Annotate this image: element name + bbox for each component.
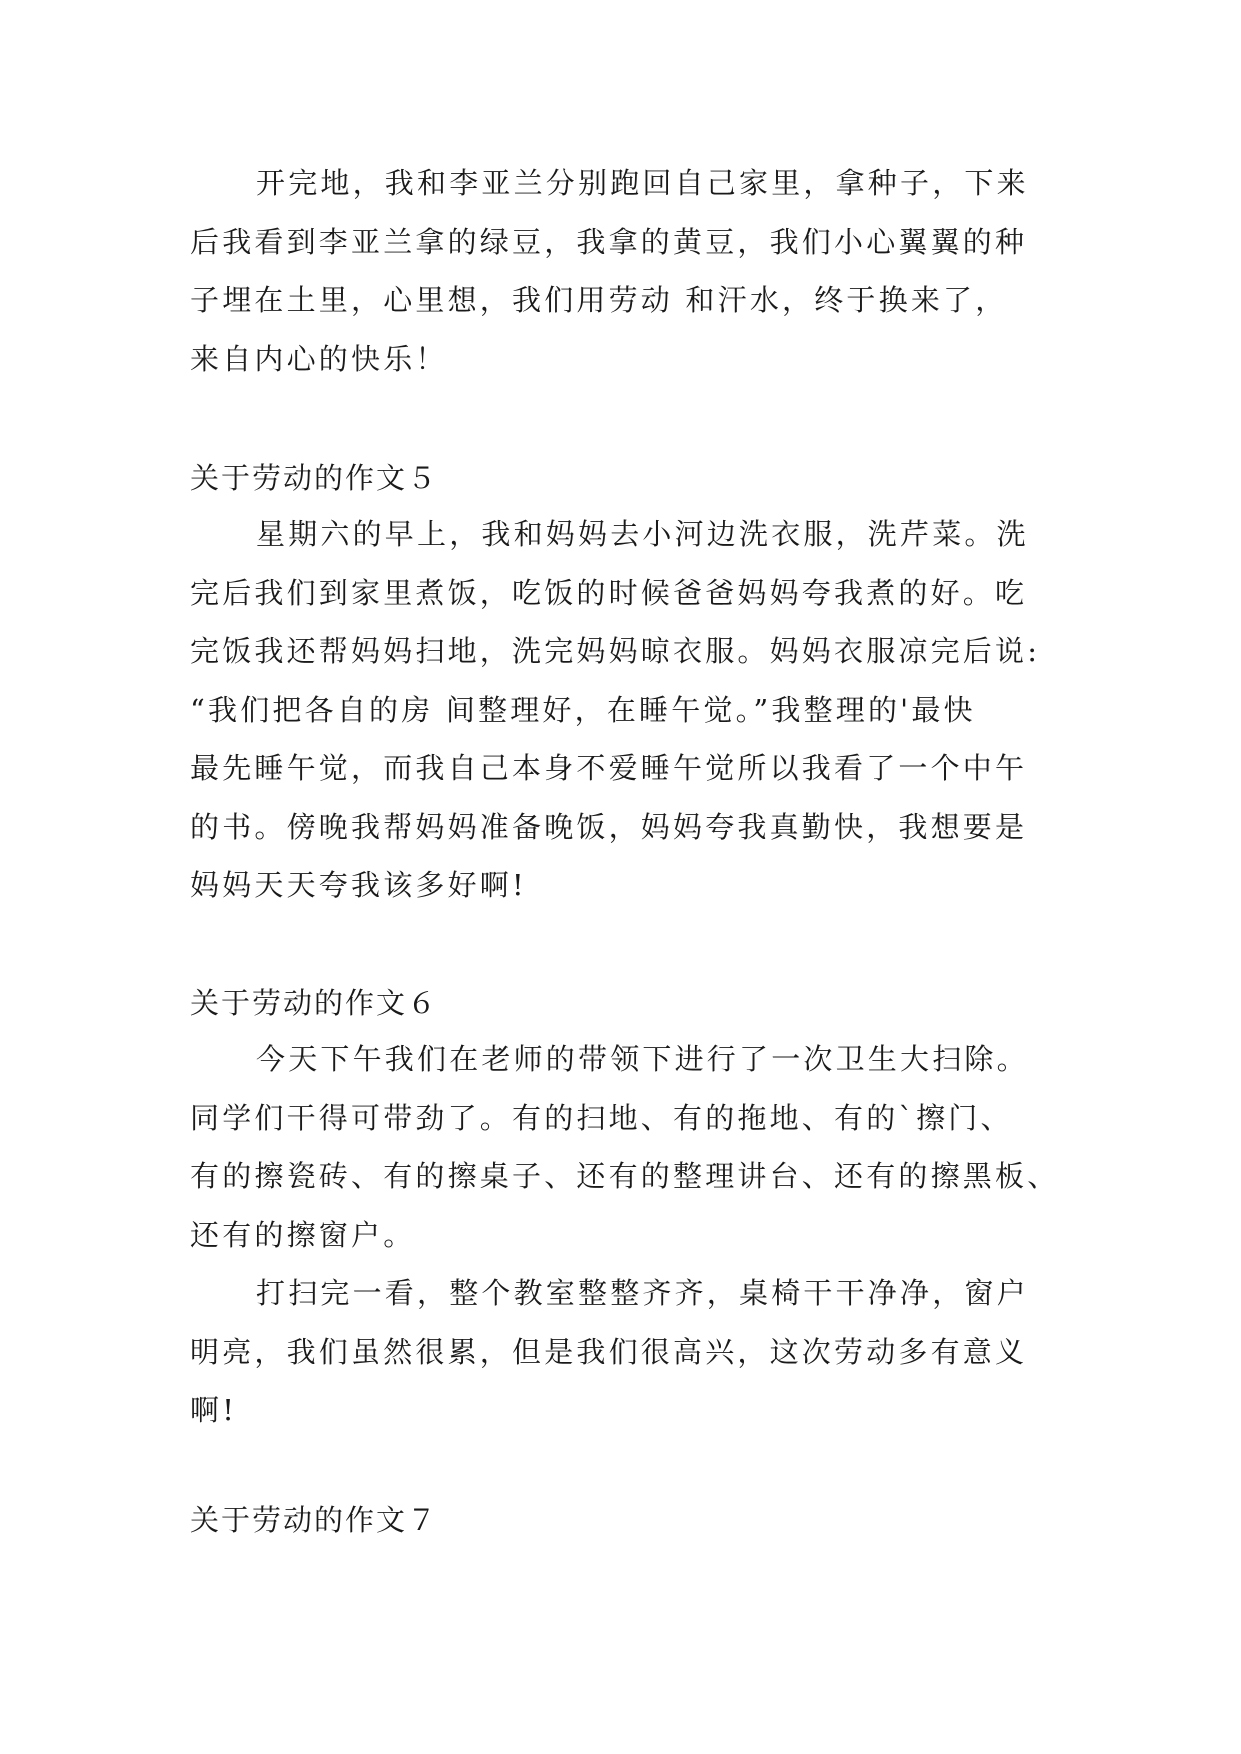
- text-line: 完饭我还帮妈妈扫地，洗完妈妈晾衣服。妈妈衣服凉完后说:: [190, 634, 1041, 668]
- text-line: 有的擦瓷砖、有的擦桌子、还有的整理讲台、还有的擦黑板、: [190, 1159, 1060, 1193]
- text-line: 明亮，我们虽然很累，但是我们很高兴，这次劳动多有意义: [190, 1334, 1028, 1369]
- section-heading: 关于劳动的作文５: [190, 461, 439, 495]
- paragraph: [190, 505, 1060, 915]
- paragraph: [190, 1030, 1060, 1264]
- text-line: 打扫完一看，整个教室整整齐齐，桌椅干干净净，窗户: [256, 1276, 1029, 1310]
- section-heading: 关于劳动的作文６: [190, 986, 439, 1020]
- paragraph: [190, 154, 1060, 388]
- text-line: 后我看到李亚兰拿的绿豆，我拿的黄豆，我们小心翼翼的种: [190, 224, 1028, 259]
- text-line: 星期六的早上，我和妈妈去小河边洗衣服，洗芹菜。洗: [256, 517, 1029, 551]
- text-line: 最先睡午觉，而我自己本身不爱睡午觉所以我看了一个中午: [190, 751, 1028, 785]
- text-line: 啊!: [190, 1393, 238, 1427]
- text-line: 的书。傍晚我帮妈妈准备晚饭，妈妈夸我真勤快，我想要是: [190, 809, 1028, 844]
- paragraph: [190, 1264, 1060, 1440]
- text-line: 来自内心的快乐！: [190, 341, 448, 376]
- text-line: 开完地，我和李亚兰分别跑回自己家里，拿种子，下来: [256, 166, 1029, 200]
- text-line: “我们把各自的房 间整理好，在睡午觉。”我整理的'最快: [190, 692, 976, 727]
- text-line: 完后我们到家里煮饭，吃饭的时候爸爸妈妈夸我煮的好。吃: [190, 575, 1028, 610]
- text-line: 同学们干得可带劲了。有的扫地、有的拖地、有的`擦门、: [190, 1100, 1013, 1135]
- text-line: 今天下午我们在老师的带领下进行了一次卫生大扫除。: [256, 1042, 1029, 1076]
- text-line: 妈妈天天夸我该多好啊!: [190, 868, 527, 902]
- section-heading: 关于劳动的作文７: [190, 1503, 439, 1537]
- text-line: 还有的擦窗户。: [190, 1217, 416, 1252]
- text-line: 子埋在土里，心里想，我们用劳动 和汗水，终于换来了，: [190, 283, 1008, 317]
